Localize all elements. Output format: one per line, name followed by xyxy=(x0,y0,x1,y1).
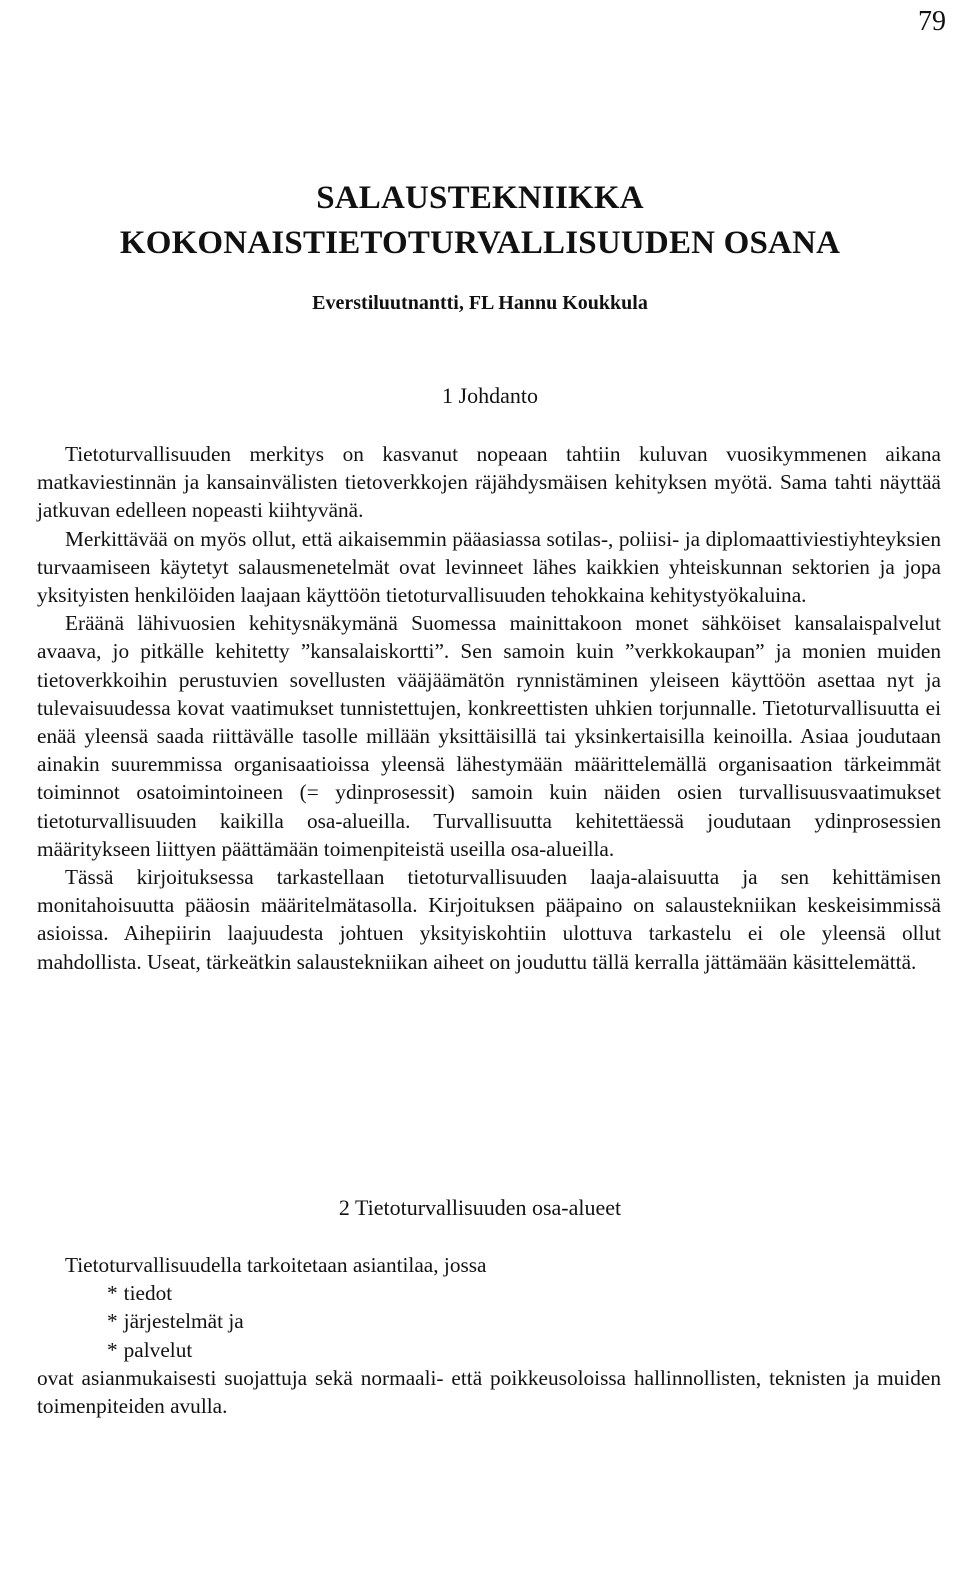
list-marker: * xyxy=(107,1309,118,1334)
section-2-heading: 2 Tietoturvallisuuden osa-alueet xyxy=(338,1195,622,1220)
list-item-text: järjestelmät ja xyxy=(123,1309,244,1334)
author-line: Everstiluutnantti, FL Hannu Koukkula xyxy=(312,292,648,314)
paragraph-3: Eräänä lähivuosien kehitysnäkymänä Suomessa mainittakoon monet sähköiset kansalaispalvelut avaava, jo pitkälle kehitetty ”kansalaiskortti”. Sen samoin kuin ”verkkokaupan” ja monien muiden tietoverkkoihin perustuvien sovellusten vääjäämätön rynnistäminen yleiseen käyttöön asettaa nyt ja tulevaisuudessa kovat vaatimukset tunnistettujen, konkreettisten uhkien torjunnalle. Tietoturvallisuutta ei enää yleensä saada riittävälle tasolle millään yksittäisillä tai yksinkertaisilla keinoilla. Asiaa joudutaan ainakin suuremmissa organisaatioissa yleensä lähestymään määrittelemällä organisaation tärkeimmät toiminnot osatoimintoineen (= ydinprosessit) samoin kuin näiden osien turvallisuusvaatimukset tietoturvallisuuden kaikilla osa-alueilla. Turvallisuutta kehitettäessä joudutaan ydinprosessien määritykseen liittyen päättämään toimenpiteistä useilla osa-alueilla. xyxy=(37,611,941,861)
list-item xyxy=(37,1336,941,1364)
list-item xyxy=(37,1279,941,1307)
page-number: 79 xyxy=(918,6,946,37)
paragraph-2: Merkittävää on myös ollut, että aikaisemmin pääasiassa sotilas-, poliisi- ja diplomaattiviestiyhteyksien turvaamiseen käytetyt salausmenetelmät ovat levinneet lähes kaikkien yhteiskunnan sektorien ja jopa yksityisten henkilöiden laajaan käyttöön tietoturvallisuuden tehokkaina kehitystyökaluina. xyxy=(37,526,941,608)
title-line-2: KOKONAISTIETOTURVALLISUUDEN OSANA xyxy=(119,225,841,261)
definition-intro: Tietoturvallisuudella tarkoitetaan asiantilaa, jossa xyxy=(65,1253,487,1277)
definition-tail: ovat asianmukaisesti suojattuja sekä normaali- että poikkeusoloissa hallinnollisten, teknisten ja muiden toimenpiteiden avulla. xyxy=(37,1365,941,1419)
list-marker: * xyxy=(107,1281,118,1306)
paragraph-4: Tässä kirjoituksessa tarkastellaan tietoturvallisuuden laaja-alaisuutta ja sen kehittämisen monitahoisuutta pääosin määritelmätasolla. Kirjoituksen pääpaino on salaustekniikan keskeisimmissä asioissa. Aihepiirin laajuudesta johtuen yksityiskohtiin ulottuva tarkastelu ei ole yleensä ollut mahdollista. Useat, tärkeätkin salaustekniikan aiheet on jouduttu tällä kerralla jättämään käsittelemättä. xyxy=(37,865,941,974)
title-line-1: SALAUSTEKNIIKKA xyxy=(316,180,644,216)
list-item-text: palvelut xyxy=(123,1337,193,1362)
list-marker: * xyxy=(107,1337,118,1362)
definition-list xyxy=(37,1279,941,1364)
paragraph-1: Tietoturvallisuuden merkitys on kasvanut nopeaan tahtiin kuluvan vuosikymmenen aikana matkaviestinnän ja kansainvälisten tietoverkkojen räjähdysmäisen kehityksen myötä. Sama tahti näyttää jatkuvan edelleen nopeasti kiihtyvänä. xyxy=(37,442,941,523)
list-item xyxy=(37,1307,941,1335)
list-item-text: tiedot xyxy=(123,1281,173,1306)
section-2-body xyxy=(37,1251,941,1420)
section-1-heading: 1 Johdanto xyxy=(442,383,538,408)
section-1-body xyxy=(37,440,941,976)
